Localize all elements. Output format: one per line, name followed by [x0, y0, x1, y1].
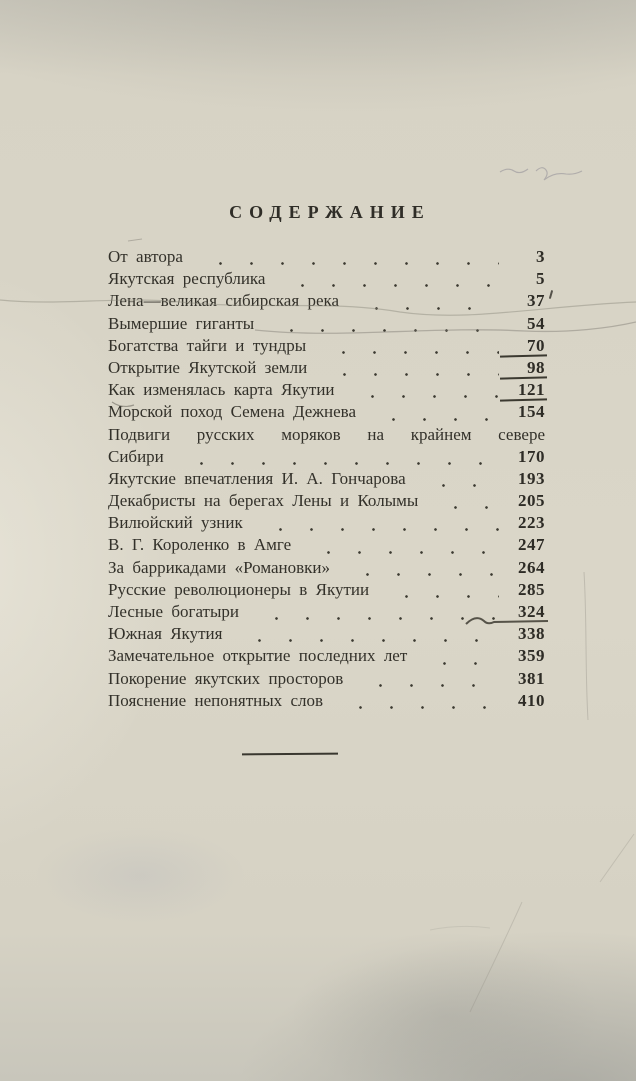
toc-entry-title: Вымершие гиганты [108, 313, 255, 333]
toc-entry-page: 324 [518, 602, 545, 621]
toc-entry [108, 491, 545, 513]
toc-entry-page: 154 [518, 402, 545, 422]
scratch-line [600, 834, 634, 882]
toc-entry [108, 558, 545, 580]
toc-entry-page: 3 [536, 247, 545, 266]
toc-entry-page: 264 [518, 557, 545, 577]
toc-entry-page: 70 [511, 336, 545, 356]
table-of-contents [108, 200, 545, 713]
toc-entry-page: 359 [518, 646, 545, 666]
scratch-line [584, 572, 588, 720]
dot-leader [307, 550, 499, 555]
toc-entry-page: 205 [518, 491, 545, 511]
dot-leader [355, 306, 499, 311]
dot-leader [255, 616, 499, 621]
toc-entry [108, 247, 545, 269]
toc-entry-title: Русские революционеры в Якутии [108, 579, 370, 599]
toc-entry [108, 291, 545, 313]
toc-entry [108, 336, 545, 358]
toc-entry-title: Якутская республика [108, 269, 266, 289]
toc-entry [108, 358, 545, 380]
toc-entry [108, 380, 545, 402]
toc-entry [108, 602, 545, 624]
toc-entry-title: Богатства тайги и тундры [108, 335, 307, 355]
toc-entry [108, 535, 545, 557]
toc-entry-title: Южная Якутия [108, 624, 223, 644]
toc-entry [108, 447, 545, 469]
toc-entry-title: Покорение якутских просторов [108, 668, 344, 688]
dot-leader [339, 705, 499, 710]
toc-entry-title: От автора [108, 247, 183, 266]
toc-entry-page: 121 [511, 380, 545, 400]
toc-entry [108, 402, 545, 424]
dot-leader [199, 261, 499, 266]
toc-entry-title: Декабристы на берегах Лены и Колымы [108, 491, 419, 511]
toc-entry-title: Вилюйский узник [108, 513, 243, 533]
dot-leader [434, 505, 499, 510]
dot-leader [322, 350, 499, 355]
toc-entry-page: 54 [527, 313, 545, 333]
toc-entry [108, 580, 545, 602]
toc-entry-title: В. Г. Короленко в Амге [108, 535, 292, 555]
dot-leader [422, 483, 499, 488]
toc-entry-title: Открытие Якутской земли [108, 357, 308, 377]
toc-entry-title: Лена—великая сибирская река [108, 291, 340, 311]
toc-entry-page: 170 [518, 446, 545, 466]
dot-leader [385, 594, 499, 599]
toc-entry-title: Якутские впечатления И. А. Гончарова [108, 468, 406, 488]
toc-entry-title: Как изменялась карта Якутии [108, 380, 335, 400]
toc-entry-title: Подвиги русских моряков на крайнем севере [108, 424, 545, 444]
handwriting-mark [500, 168, 582, 180]
scratch-line [430, 926, 490, 930]
toc-entry-page: 98 [511, 358, 545, 378]
dot-leader [372, 417, 499, 422]
dot-leader [351, 394, 499, 399]
dot-leader [180, 461, 499, 466]
toc-entry-title: Замечательное открытие последних лет [108, 646, 408, 666]
toc-entry [108, 513, 545, 535]
toc-entry [108, 469, 545, 491]
toc-list [108, 247, 545, 713]
toc-entry-page: 410 [518, 690, 545, 710]
toc-entry-title: Лесные богатыри [108, 602, 239, 621]
toc-entry [108, 669, 545, 691]
toc-entry-page: 5 [536, 269, 545, 289]
page-title: СОДЕРЖАНИЕ [229, 202, 431, 222]
dot-leader [238, 638, 499, 643]
toc-entry-page: 247 [518, 535, 545, 555]
toc-entry-title: Пояснение непонятных слов [108, 690, 324, 710]
dot-leader [323, 372, 499, 377]
dot-leader [423, 661, 499, 666]
toc-entry-page: 193 [518, 468, 545, 488]
toc-entry-page: 37 [511, 291, 545, 311]
toc-entry-page: 285 [518, 579, 545, 599]
toc-entry-page: 223 [518, 513, 545, 533]
toc-entry-title: За баррикадами «Романовки» [108, 557, 330, 577]
toc-entry-title: Сибири [108, 446, 164, 466]
pencil-apostrophe-mark [549, 290, 553, 299]
scratch-line [470, 902, 522, 1012]
toc-entry-page: 338 [518, 624, 545, 644]
dot-leader [359, 683, 499, 688]
toc-entry [108, 425, 545, 447]
toc-entry [108, 624, 545, 646]
dot-leader [281, 283, 499, 288]
toc-entry-title: Морской поход Семена Дежнева [108, 402, 357, 422]
dot-leader [346, 572, 499, 577]
dot-leader [259, 527, 499, 532]
toc-entry [108, 646, 545, 668]
section-divider [242, 753, 338, 756]
toc-entry [108, 314, 545, 336]
toc-entry-page: 381 [518, 668, 545, 688]
dot-leader [270, 328, 499, 333]
toc-entry [108, 269, 545, 291]
toc-entry [108, 691, 545, 713]
